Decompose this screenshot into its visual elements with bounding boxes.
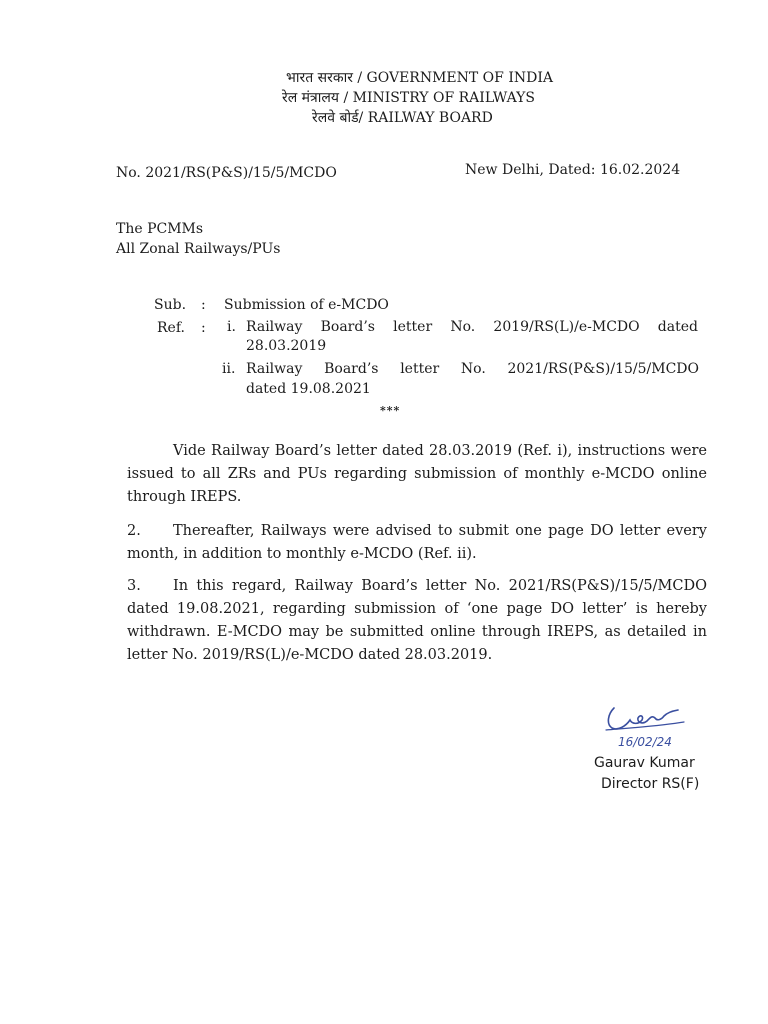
reference-2-line-1: Railway Board’s letter No. 2021/RS(P&S)/15/5/MCDO xyxy=(246,361,699,377)
letter-number: No. 2021/RS(P&S)/15/5/MCDO xyxy=(116,165,337,181)
reference-1-marker: i. xyxy=(227,319,236,335)
reference-colon: : xyxy=(201,320,206,336)
signatory-designation: Director RS(F) xyxy=(601,776,700,792)
header-line-1-english: GOVERNMENT OF INDIA xyxy=(366,70,553,86)
header-line-2-hindi: रेल मंत्रालय / xyxy=(282,90,353,106)
subject-text: Submission of e-MCDO xyxy=(224,297,389,313)
addressee-line-2: All Zonal Railways/PUs xyxy=(116,241,281,257)
paragraph-3 xyxy=(127,575,707,667)
reference-label: Ref. xyxy=(157,320,185,336)
reference-2-line-2: dated 19.08.2021 xyxy=(246,381,371,397)
header-line-3-english: RAILWAY BOARD xyxy=(367,110,493,126)
reference-1-line-1: Railway Board’s letter No. 2019/RS(L)/e-MCDO dated xyxy=(246,319,698,335)
paragraph-1-text: Vide Railway Board’s letter dated 28.03.2019 (Ref. i), instructions were issued to all ZRs and PUs regarding submission of monthly e-MCDO online through IREPS. xyxy=(127,443,707,505)
addressee-line-1: The PCMMs xyxy=(116,221,204,237)
paragraph-2 xyxy=(127,520,707,566)
paragraph-2-number: 2. xyxy=(127,523,141,539)
paragraph-2-text: Thereafter, Railways were advised to submit one page DO letter every month, in addition to monthly e-MCDO (Ref. ii). xyxy=(127,523,707,562)
separator-stars: *** xyxy=(380,404,401,417)
paragraph-3-number: 3. xyxy=(127,578,141,594)
header-line-3 xyxy=(312,108,493,127)
handwritten-signature xyxy=(600,698,710,752)
reference-1-line-2: 28.03.2019 xyxy=(246,338,327,354)
header-line-1-hindi: भारत सरकार / xyxy=(286,70,367,86)
reference-2-marker: ii. xyxy=(222,361,236,377)
signature-date: 16/02/24 xyxy=(618,735,672,749)
paragraph-1 xyxy=(127,440,707,509)
paragraph-3-text: In this regard, Railway Board’s letter No. 2021/RS(P&S)/15/5/MCDO dated 19.08.2021, regarding submission of ‘one page DO letter’ is hereby withdrawn. E-MCDO may be submitted online through IREPS, as detailed in letter No. 2019/RS(L)/e-MCDO dated 28.03.2019. xyxy=(127,578,707,663)
letter-place-date: New Delhi, Dated: 16.02.2024 xyxy=(465,162,681,178)
subject-label: Sub. xyxy=(154,297,187,313)
signatory-name: Gaurav Kumar xyxy=(594,755,695,771)
header-line-2-english: MINISTRY OF RAILWAYS xyxy=(352,90,535,106)
header-line-2 xyxy=(282,88,535,107)
header-line-1 xyxy=(286,68,553,87)
subject-colon: : xyxy=(201,297,206,313)
header-line-3-hindi: रेलवे बोर्ड/ xyxy=(312,110,368,126)
